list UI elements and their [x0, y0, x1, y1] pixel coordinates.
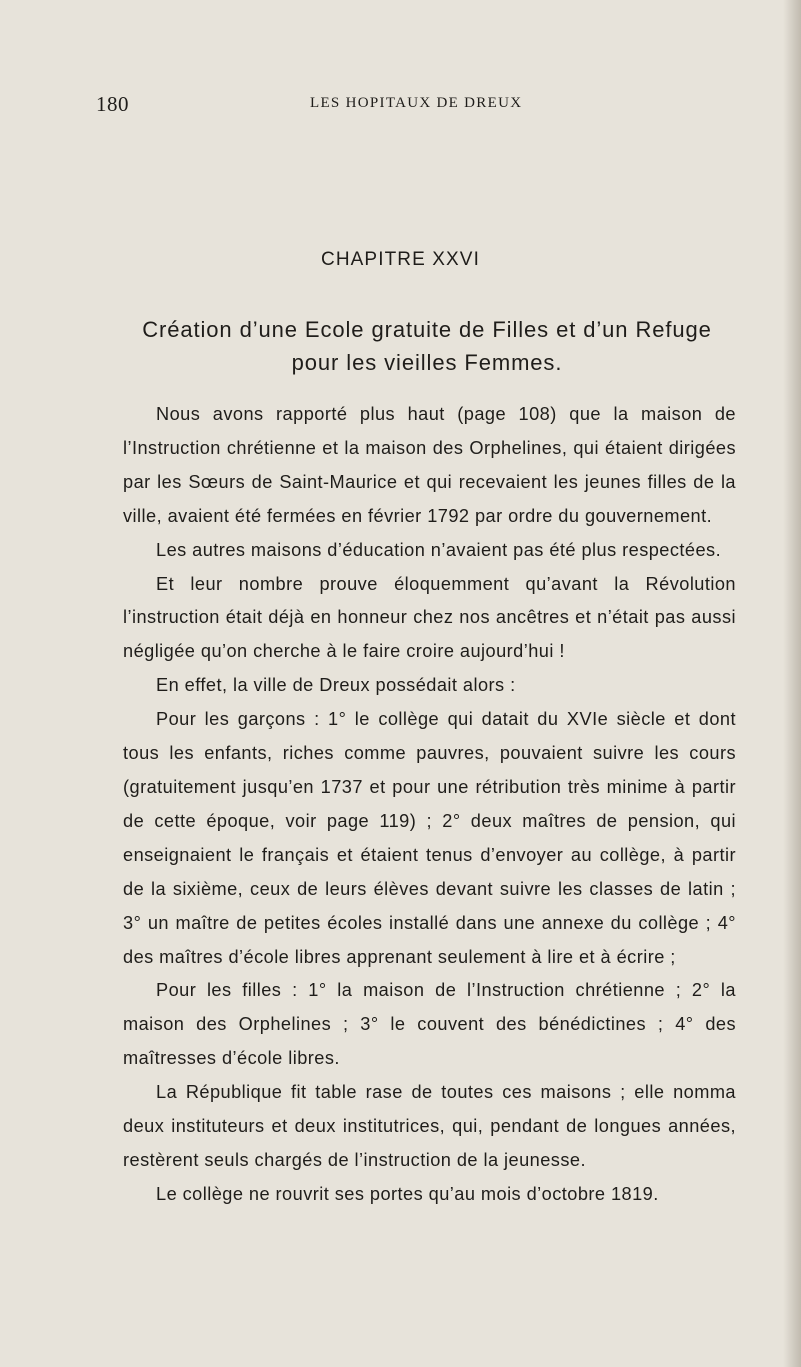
body-text	[123, 398, 736, 1212]
paragraph: Les autres maisons d’éducation n’avaient pas été plus respectées.	[156, 539, 722, 560]
chapter-heading	[120, 313, 734, 379]
chapter-heading-line-2: pour les vieilles Femmes.	[291, 350, 563, 375]
paragraph: Pour les garçons : 1° le collège qui datait du XVIe siècle et dont tous les enfants, riches comme pauvres, pouvaient suivre les cours (gratuitement jusqu’en 1737 et pour une rétribution très minime à partir de cette époque, voir page 119) ; 2° deux maîtres de pension, qui enseignaient le français et étaient tenus d’envoyer au collège, à partir de la sixième, ceux de leurs élèves devant suivre les classes de latin ; 3° un maître de petites écoles installé dans une annexe du collège ; 4° des maîtres d’école libres apprenant seulement à lire et à écrire ;	[123, 709, 736, 967]
page-number: 180	[96, 92, 129, 116]
chapter-title: CHAPITRE XXVI	[321, 249, 480, 270]
paragraph: Pour les filles : 1° la maison de l’Instruction chrétienne ; 2° la maison des Orphelines ; 3° le couvent des bénédictines ; 4° des maîtresses d’école libres.	[123, 980, 736, 1069]
paragraph: La République fit table rase de toutes ces maisons ; elle nomma deux instituteurs et deux institutrices, qui, pendant de longues années, restèrent seuls chargés de l’instruction de la jeunesse.	[123, 1082, 736, 1170]
chapter-heading-line-1: Création d’une Ecole gratuite de Filles et d’un Refuge	[142, 317, 712, 342]
running-head: LES HOPITAUX DE DREUX	[310, 95, 523, 111]
page-header	[96, 92, 716, 122]
paragraph: Et leur nombre prouve éloquemment qu’avant la Révolution l’instruction était déjà en honneur chez nos ancêtres et n’était pas aussi négligée qu’on cherche à le faire croire aujourd’hui !	[123, 573, 736, 662]
paragraph: Le collège ne rouvrit ses portes qu’au mois d’octobre 1819.	[156, 1183, 659, 1204]
paragraph: En effet, la ville de Dreux possédait alors :	[156, 675, 516, 696]
page-edge-shadow	[783, 0, 801, 1367]
paragraph: Nous avons rapporté plus haut (page 108) que la maison de l’Instruction chrétienne et la maison des Orphelines, qui étaient dirigées par les Sœurs de Saint-Maurice et qui recevaient les jeunes filles de la ville, avaient été fermées en février 1792 par ordre du gouvernement.	[123, 404, 736, 526]
